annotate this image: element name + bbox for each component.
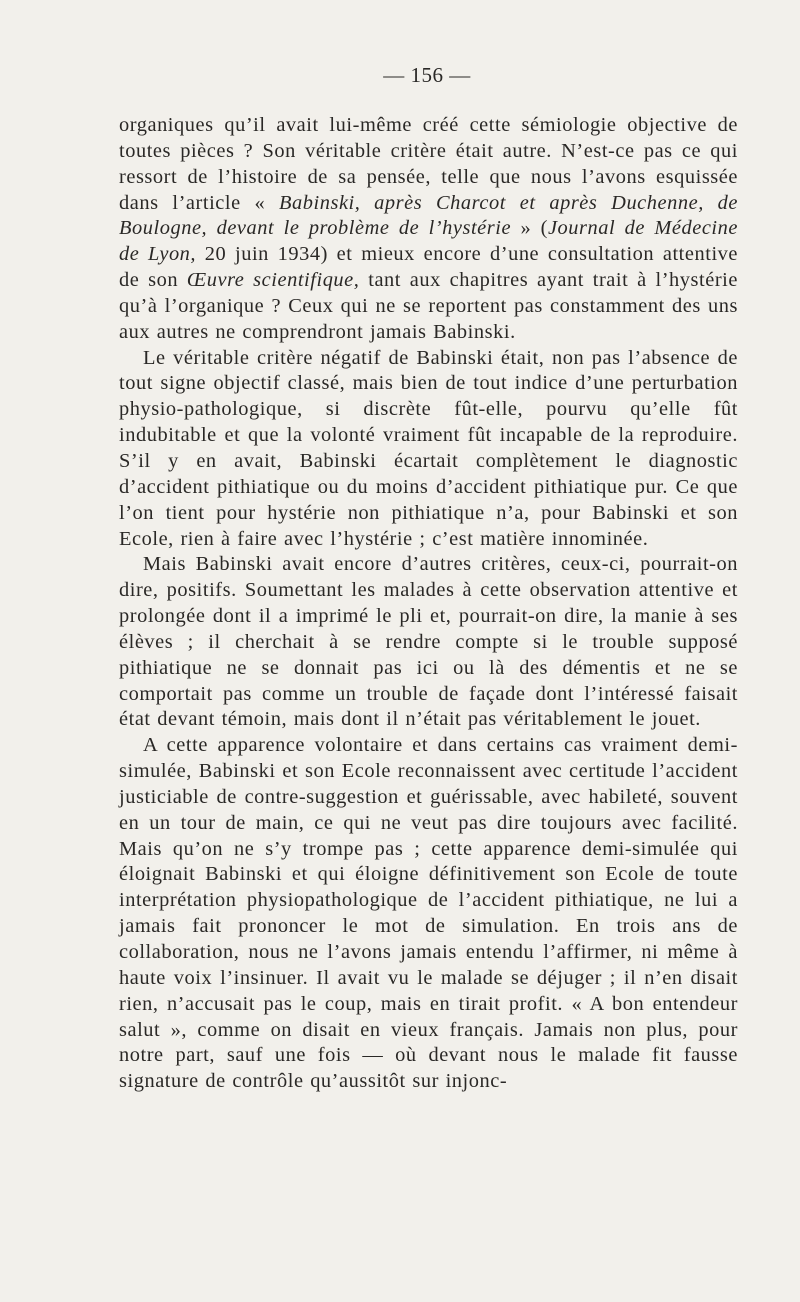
text-segment: organiques qu’il avait lui-même créé cette sémiologie objective de toutes pièces ? Son véritable critère était autre. N’est-ce pas ce qui ressort de l’histoire de sa pensée, telle que nous l’avons esquissée dans l’article « [119, 114, 738, 214]
text-segment: Mais Babinski avait encore d’autres critères, ceux-ci, pourrait-on dire, positifs. Soumettant les malades à cette observation attentive et prolongée dont il a imprimé le pli et, pourrait-on dire, la manie à ses élèves ; il cherchait à se rendre compte si le trouble supposé pithiatique ne se donnait pas ici ou là des démentis et ne se comportait pas comme un trouble de façade dont l’intéressé faisait état devant témoin, mais dont il n’était pas véritablement le jouet. [119, 553, 738, 731]
work-title: Œuvre scientifique, [186, 269, 360, 292]
journal-title: Journal de Médecine de Lyon, [119, 217, 738, 266]
text-segment: » ( [511, 217, 548, 240]
paragraph [119, 733, 738, 1095]
text-segment: 20 juin 1934) et mieux encore d’une consultation attentive de son [119, 243, 739, 292]
text-segment: A cette apparence volontaire et dans certains cas vraiment demi-simulée, Babinski et son Ecole reconnaissent avec certitude l’accident justiciable de contre-suggestion et guérissable, avec habileté, souvent en un tour de main, ce qui ne veut pas dire toujours avec facilité. Mais qu’on ne s’y trompe pas ; cette apparence demi-simulée qui éloignait Babinski et qui éloigne définitivement son Ecole de toute interprétation physiopathologique de l’accident pithiatique, ne lui a jamais fait prononcer le mot de simulation. En trois ans de collaboration, nous ne l’avons jamais entendu l’affirmer, ni même à haute voix l’insinuer. Il avait vu le malade se déjuger ; il n’en disait rien, n’accusait pas le coup, mais en tirait profit. « A bon entendeur salut », comme on disait en vieux français. Jamais non plus, pour notre part, sauf une fois — où devant nous le malade fit fausse signature de contrôle qu’aussitôt sur injonc- [119, 734, 738, 1093]
paragraph [119, 113, 738, 346]
paragraph [119, 346, 738, 553]
text-segment: Le véritable critère négatif de Babinski était, non pas l’absence de tout signe objectif classé, mais bien de tout indice d’une perturbation physio-pathologique, si discrète fût-elle, pourvu qu’elle fût indubitable et que la volonté vraiment fût incapable de la reproduire. S’il y en avait, Babinski écartait complètement le diagnostic d’accident pithiatique ou du moins d’accident pithiatique pur. Ce que l’on tient pour hystérie non pithiatique n’a, pour Babinski et son Ecole, rien à faire avec l’hystérie ; c’est matière innominée. [119, 346, 738, 550]
body-text [119, 113, 738, 1095]
page-number: — 156 — [383, 63, 471, 87]
article-title: Babinski, après Charcot et après Duchenne, de Boulogne, devant le problème de l’hystérie [119, 191, 738, 240]
text-segment: tant aux chapitres ayant trait à l’hystérie qu’à l’organique ? Ceux qui ne se reportent pas constamment des uns aux autres ne comprendront jamais Babinski. [119, 269, 738, 343]
paragraph [119, 552, 738, 733]
